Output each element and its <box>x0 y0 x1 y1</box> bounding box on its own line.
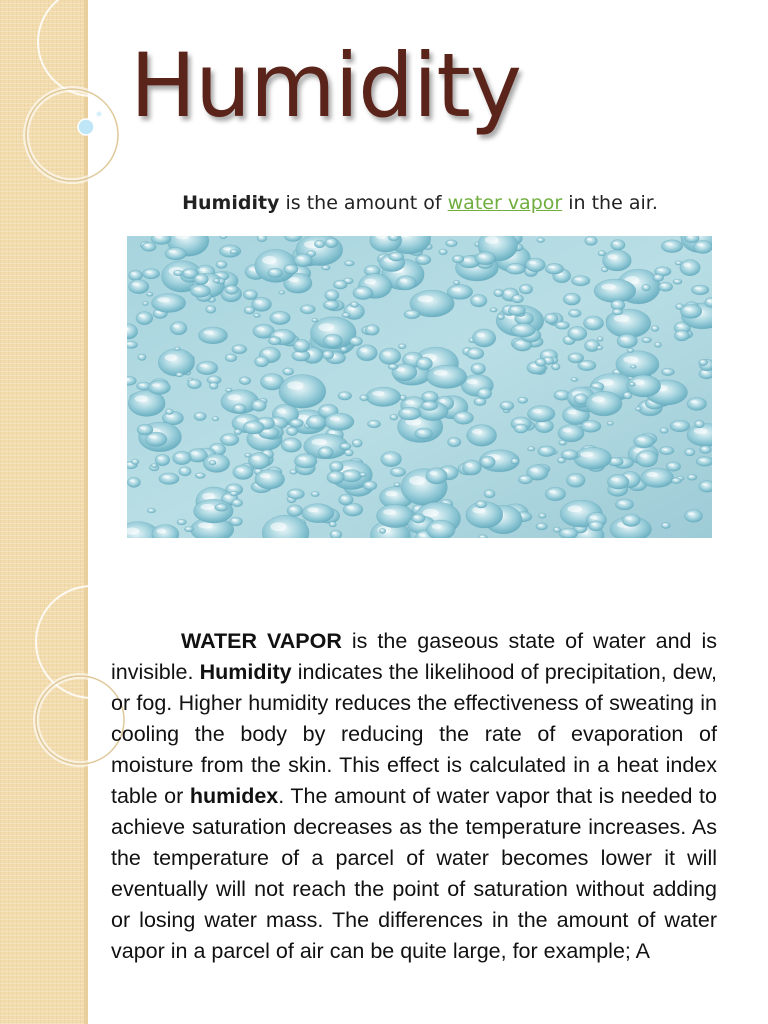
body-text-3: . The amount of water vapor that is needed to achieve saturation decreases as the temperature increases. As the temperature of a parcel of water becomes lower it will eventually will not reach the point of saturation without adding or losing water mass. The differences in the amount of water vapor in a parcel of air can be quite large, for example; A <box>111 784 717 963</box>
body-term-humidex: humidex <box>189 784 279 808</box>
intro-text-before-link: is the amount of <box>279 192 448 214</box>
water-vapor-link[interactable]: water vapor <box>447 192 563 214</box>
body-text-1: is the gaseous state of water and is invisible. <box>111 629 717 684</box>
water-droplets-image <box>127 236 712 538</box>
body-term-water-vapor: WATER VAPOR <box>181 629 342 653</box>
intro-sentence <box>120 192 720 214</box>
intro-term: Humidity <box>182 192 280 214</box>
body-paragraph <box>111 626 717 967</box>
body-term-humidity: Humidity <box>199 660 292 684</box>
body-text-2: indicates the likelihood of precipitation, dew, or fog. Higher humidity reduces the effectiveness of sweating in cooling the body by reducing the rate of evaporation of moisture from the skin. This effect is calculated in a heat index table or <box>111 660 717 808</box>
intro-text-after-link: in the air. <box>562 192 658 214</box>
page-title: Humidity <box>130 34 522 137</box>
